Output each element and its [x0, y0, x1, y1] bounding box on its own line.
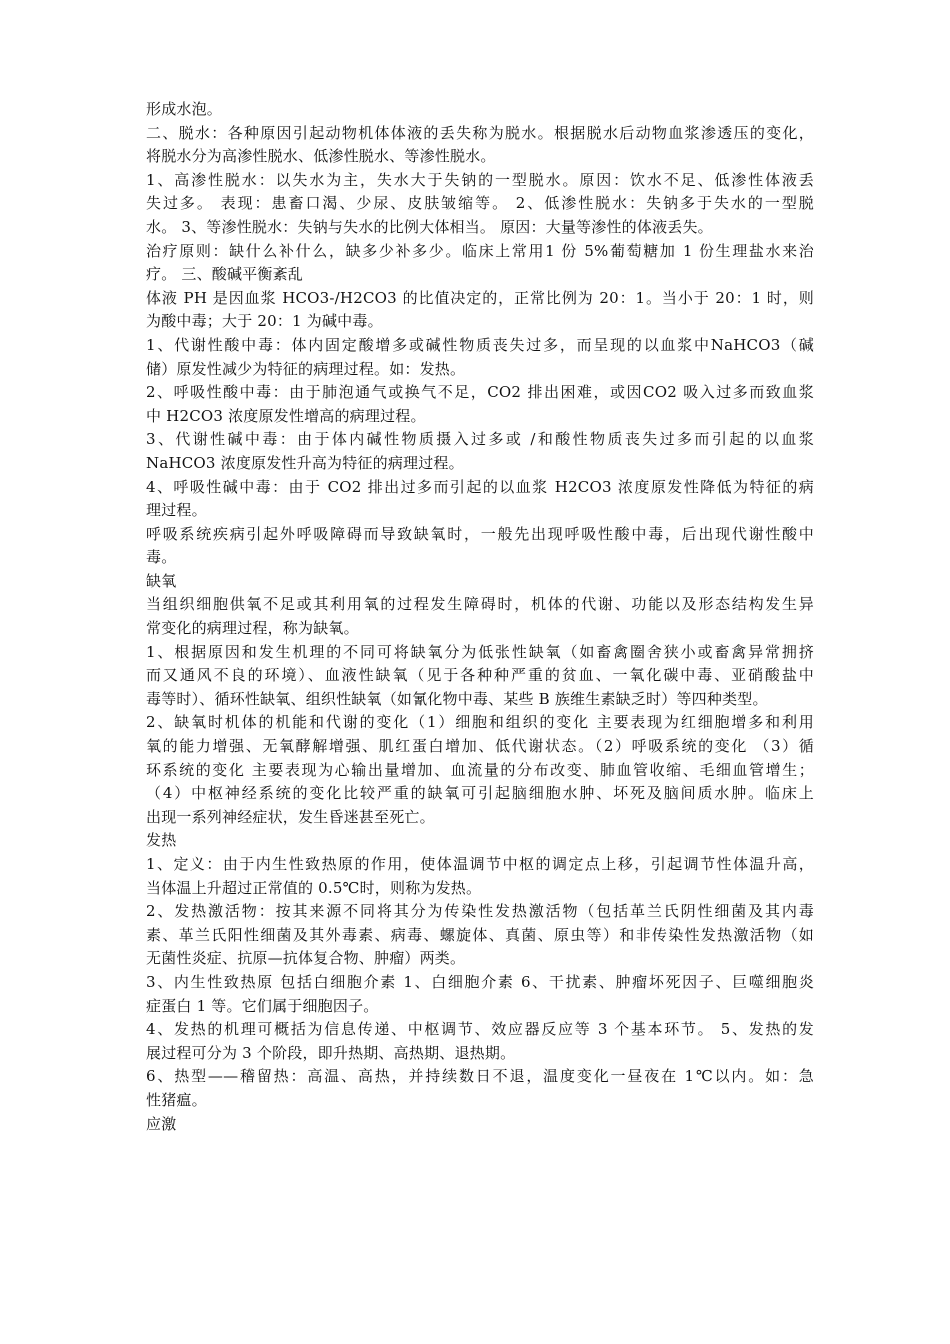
text-line: 2、发热激活物：按其来源不同将其分为传染性发热激活物（包括革兰氏阴性细菌及其内毒 [146, 902, 814, 921]
text-line: 当组织细胞供氧不足或其利用氧的过程发生障碍时，机体的代谢、功能以及形态结构发生异 [146, 595, 814, 614]
text-line: 无菌性炎症、抗原—抗体复合物、肿瘤）两类。 [146, 949, 466, 968]
text-line: （4）中枢神经系统的变化比较严重的缺氧可引起脑细胞水肿、坏死及脑间质水肿。临床上 [146, 784, 814, 803]
text-line: 素、革兰氏阳性细菌及其外毒素、病毒、螺旋体、真菌、原虫等）和非传染性发热激活物（如 [146, 925, 814, 944]
text-line: 2、呼吸性酸中毒：由于肺泡通气或换气不足，CO2 排出困难，或因CO2 吸入过多而致血浆 [146, 383, 814, 402]
text-line: 失过多。 表现：患畜口渴、少尿、皮肤皱缩等。 2、低渗性脱水：失钠多于失水的一型脱 [146, 194, 814, 213]
text-line: 当体温上升超过正常值的 0.5℃时，则称为发热。 [146, 878, 482, 897]
text-line: 4、呼吸性碱中毒：由于 CO2 排出过多而引起的以血浆 H2CO3 浓度原发性降低为特征的病 [146, 477, 814, 496]
text-line: 性猪瘟。 [146, 1090, 207, 1109]
text-line: 而又通风不良的环境）、血液性缺氧（见于各种种严重的贫血、一氧化碳中毒、亚硝酸盐中 [146, 666, 814, 685]
text-line: 发热 [146, 831, 177, 850]
text-line: 3、内生性致热原 包括白细胞介素 1、白细胞介素 6、干扰素、肿瘤坏死因子、巨噬细胞炎 [146, 972, 814, 991]
text-line: 将脱水分为高渗性脱水、低渗性脱水、等渗性脱水。 [146, 147, 496, 166]
text-line: 为酸中毒；大于 20：1 为碱中毒。 [146, 312, 383, 331]
text-line: 3、代谢性碱中毒：由于体内碱性物质摄入过多或 /和酸性物质丧失过多而引起的以血浆 [146, 430, 814, 449]
document-page [146, 98, 814, 1136]
text-line: 形成水泡。 [146, 100, 223, 118]
text-line: 6、热型——稽留热：高温、高热，并持续数日不退，温度变化一昼夜在 1℃以内。如：急 [146, 1067, 814, 1086]
text-line: 1、根据原因和发生机理的不同可将缺氧分为低张性缺氧（如畜禽圈舍狭小或畜禽异常拥挤 [146, 642, 814, 661]
text-line: 环系统的变化 主要表现为心输出量增加、血流量的分布改变、肺血管收缩、毛细血管增生； [146, 760, 814, 779]
text-line: 中 H2CO3 浓度原发性增高的病理过程。 [146, 406, 426, 425]
text-line: 1、定义：由于内生性致热原的作用，使体温调节中枢的调定点上移，引起调节性体温升高， [146, 855, 814, 873]
text-line: 常变化的病理过程，称为缺氧。 [146, 619, 359, 638]
text-line: 1、代谢性酸中毒：体内固定酸增多或碱性物质丧失过多，而呈现的以血浆中NaHCO3（碱 [146, 335, 814, 354]
text-line: 2、缺氧时机体的机能和代谢的变化（1）细胞和组织的变化 主要表现为红细胞增多和利用 [146, 713, 814, 732]
text-line: 出现一系列神经症状，发生昏迷甚至死亡。 [146, 807, 435, 826]
text-line: 氧的能力增强、无氧酵解增强、肌红蛋白增加、低代谢状态。（2）呼吸系统的变化 （3）循 [146, 737, 814, 756]
text-line: 储）原发性减少为特征的病理过程。如：发热。 [146, 359, 466, 378]
text-line: 理过程。 [146, 501, 207, 520]
text-line: 展过程可分为 3 个阶段，即升热期、高热期、退热期。 [146, 1043, 516, 1062]
text-line: 呼吸系统疾病引起外呼吸障碍而导致缺氧时，一般先出现呼吸性酸中毒，后出现代谢性酸中 [146, 524, 814, 543]
text-line: 治疗原则：缺什么补什么，缺多少补多少。临床上常用1 份 5%葡萄糖加 1 份生理盐水来治 [146, 241, 814, 260]
text-line: 二、脱水：各种原因引起动物机体体液的丢失称为脱水。根据脱水后动物血浆渗透压的变化， [146, 123, 814, 142]
text-line: 应激 [146, 1114, 177, 1133]
text-line: 症蛋白 1 等。它们属于细胞因子。 [146, 996, 379, 1015]
text-line: 毒。 [146, 548, 177, 567]
text-line: 水。 3、等渗性脱水：失钠与失水的比例大体相当。 原因：大量等渗性的体液丢失。 [146, 217, 713, 236]
text-line: 体液 PH 是因血浆 HCO3-/H2CO3 的比值决定的，正常比例为 20：1。当小于 20：1 时，则 [146, 288, 814, 307]
text-line: 缺氧 [146, 571, 177, 590]
text-line: 1、高渗性脱水：以失水为主，失水大于失钠的一型脱水。原因：饮水不足、低渗性体液丢 [146, 170, 814, 189]
text-line: NaHCO3 浓度原发性升高为特征的病理过程。 [146, 453, 464, 472]
text-line: 毒等时）、循环性缺氧、组织性缺氧（如氰化物中毒、某些 B 族维生素缺乏时）等四种类型。 [146, 689, 768, 708]
text-line: 4、发热的机理可概括为信息传递、中枢调节、效应器反应等 3 个基本环节。 5、发热的发 [146, 1020, 814, 1039]
text-line: 疗。 三、酸碱平衡紊乱 [146, 265, 303, 284]
